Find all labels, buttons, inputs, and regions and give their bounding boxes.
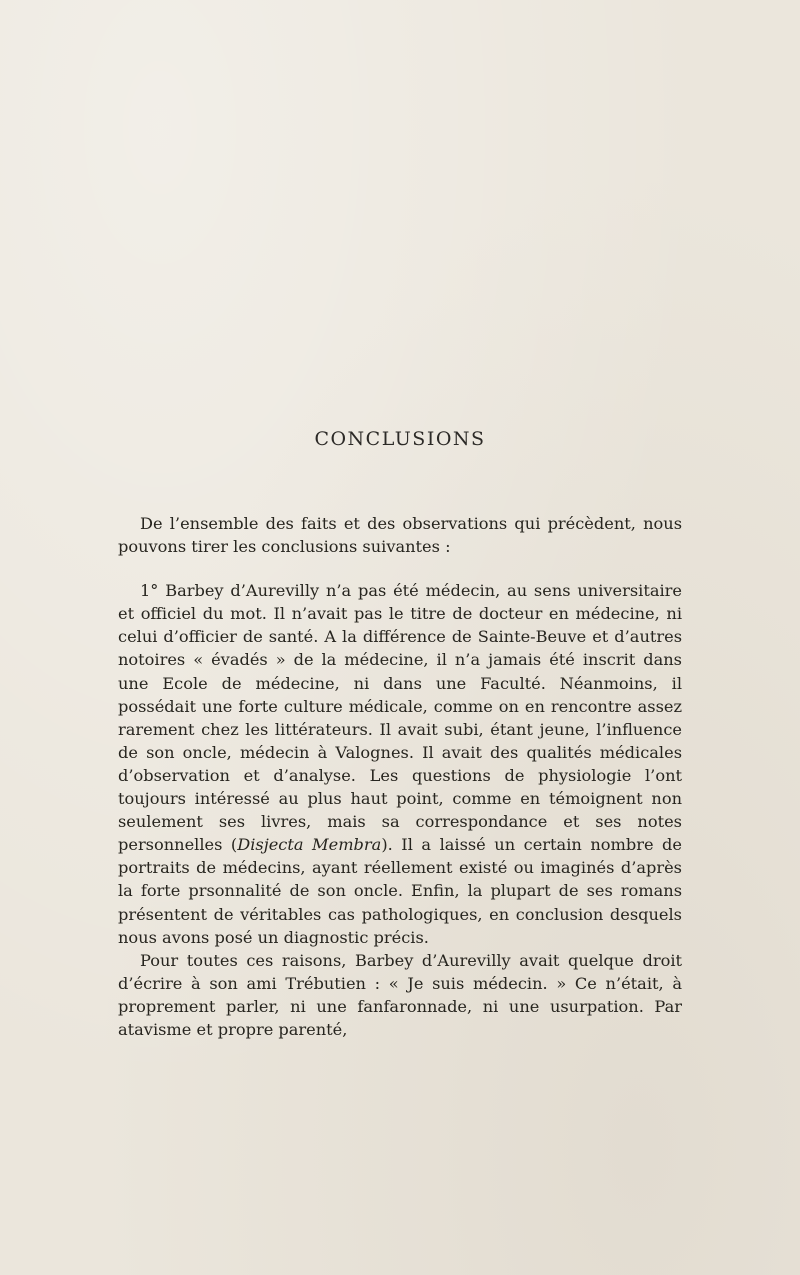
work-title-italic: Disjecta Membra: [237, 835, 382, 855]
paragraph-conclusion-1: [118, 579, 682, 949]
paragraph-conclusion-1-text-end: ). Il a laissé un certain nombre de portraits de médecins, ayant réellement existé ou imaginés d’après la forte prsonnalité de son oncle. Enfin, la plupart de ses romans présentent de véritables cas pathologiques, en conclusion desquels nous avons posé un diagnostic précis.: [118, 835, 682, 947]
page-title: CONCLUSIONS: [314, 428, 486, 450]
paragraph-conclusion-1-text: 1° Barbey d’Aurevilly n’a pas été médecin, au sens universitaire et officiel du mot. Il n’avait pas le titre de docteur en médecine, ni celui d’officier de santé. A la différence de Sainte-Beuve et d’autres notoires « évadés » de la médecine, il n’a jamais été inscrit dans une Ecole de médecine, ni dans une Faculté. Néanmoins, il possédait une forte culture médicale, comme on en rencontre assez rarement chez les littérateurs. Il avait subi, étant jeune, l’influence de son oncle, médecin à Valognes. Il avait des qualités médicales d’observation et d’analyse. Les questions de physiologie l’ont toujours intéressé au plus haut point, comme en témoignent non seulement ses livres, mais sa correspondance et ses notes personnelles (: [118, 581, 682, 855]
paragraph-reasons: Pour toutes ces raisons, Barbey d’Aurevilly avait quelque droit d’écrire à son ami Trébutien : « Je suis médecin. » Ce n’était, à proprement parler, ni une fanfaronnade, ni une usurpation. Par atavisme et propre parenté,: [118, 950, 682, 1039]
paragraph-intro: De l’ensemble des faits et des observations qui précèdent, nous pouvons tirer les conclusions suivantes :: [118, 514, 682, 557]
body-text: [118, 491, 682, 1041]
